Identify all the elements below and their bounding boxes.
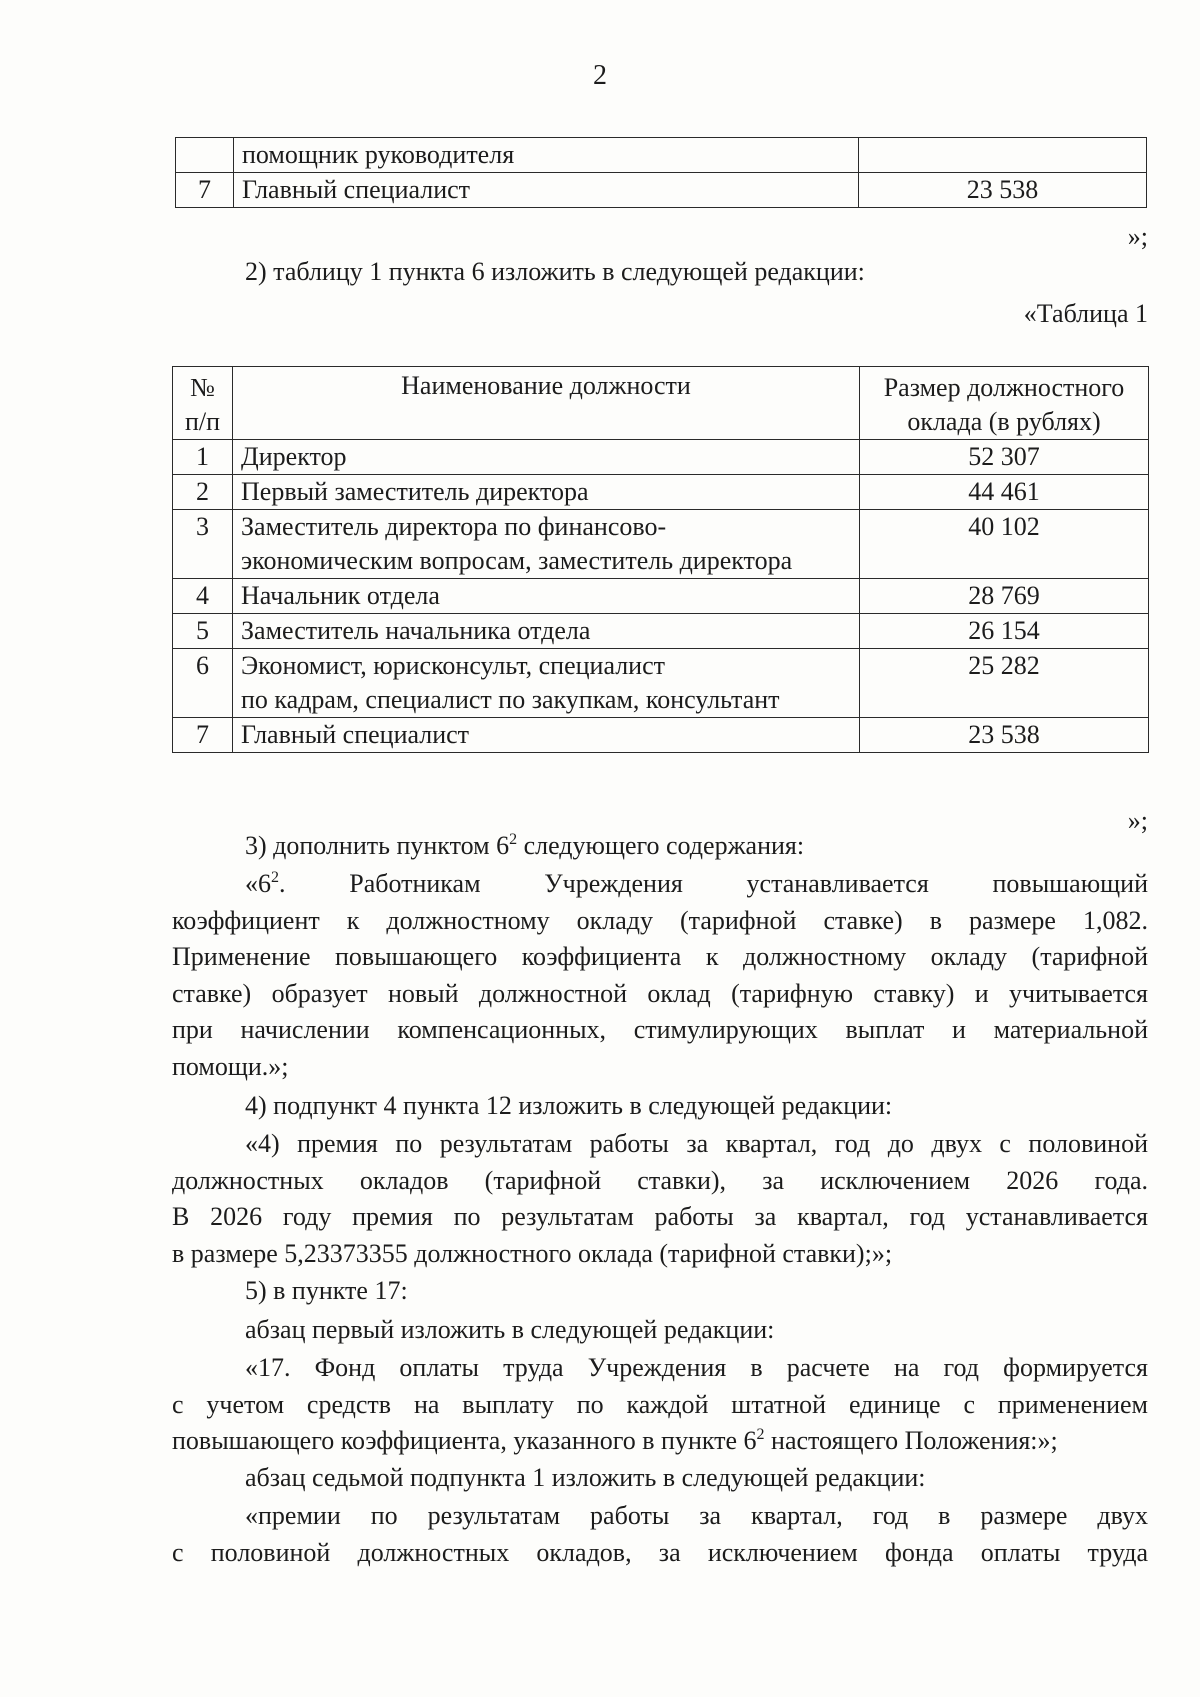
salary-value: 23 538 bbox=[859, 173, 1147, 208]
column-header-salary-sub: оклада (в рублях) bbox=[907, 407, 1101, 436]
position-title: Экономист, юрисконсульт, специалист bbox=[241, 651, 665, 680]
amendment-item-3: 3) дополнить пунктом $6^2$ следующего содержания: bbox=[245, 831, 805, 860]
table-header-row bbox=[173, 367, 1149, 440]
salary-value: 44 461 bbox=[860, 475, 1149, 510]
row-number: 4 bbox=[173, 579, 233, 614]
position-title: Директор bbox=[233, 440, 860, 475]
position-title-cont: экономическим вопросам, заместитель директора bbox=[241, 546, 793, 575]
position-title: помощник руководителя bbox=[234, 138, 859, 173]
table-row bbox=[173, 510, 1149, 579]
amendment-item-5-seventh-paragraph: абзац седьмой подпункта 1 изложить в следующей редакции: bbox=[245, 1463, 926, 1492]
row-number: 6 bbox=[173, 649, 233, 718]
row-number: 2 bbox=[173, 475, 233, 510]
table-row bbox=[173, 579, 1149, 614]
position-title-cont: по кадрам, специалист по закупкам, консультант bbox=[241, 685, 780, 714]
row-number: 5 bbox=[173, 614, 233, 649]
table-row bbox=[176, 138, 1147, 173]
position-title: Заместитель директора по финансово- bbox=[241, 512, 667, 541]
salary-table bbox=[172, 366, 1149, 753]
row-number: 7 bbox=[176, 173, 234, 208]
table-row bbox=[173, 614, 1149, 649]
amendment-item-5: 5) в пункте 17: bbox=[245, 1276, 408, 1305]
table-row bbox=[176, 173, 1147, 208]
column-header-position: Наименование должности bbox=[233, 367, 860, 440]
amendment-item-4: 4) подпункт 4 пункта 12 изложить в следующей редакции: bbox=[245, 1091, 893, 1120]
position-title: Начальник отдела bbox=[233, 579, 860, 614]
paragraph-6-2: «$6^2$. Работникам Учреждения устанавливается повышающий коэффициент к должностному окладу (тарифной ставке) в размере 1,082. Применение повышающего коэффициента к должностному окладу (тарифной ставке) образует новый должностной оклад (тарифную ставку) и учитывается при начислении компенсационных, стимулирующих выплат и материальной помощи.»; bbox=[172, 869, 1148, 1081]
column-header-salary: Размер должностного bbox=[883, 373, 1125, 402]
row-number: 1 bbox=[173, 440, 233, 475]
position-title: Главный специалист bbox=[233, 718, 860, 753]
salary-value: 26 154 bbox=[860, 614, 1149, 649]
salary-value: 25 282 bbox=[860, 649, 1149, 718]
closing-quote: »; bbox=[1127, 806, 1148, 835]
amendment-item-5-first-paragraph: абзац первый изложить в следующей редакции: bbox=[245, 1315, 775, 1344]
position-title: Первый заместитель директора bbox=[233, 475, 860, 510]
position-title: Заместитель начальника отдела bbox=[233, 614, 860, 649]
row-number bbox=[176, 138, 234, 173]
continued-salary-table bbox=[175, 137, 1147, 208]
table-caption: «Таблица 1 bbox=[1023, 299, 1148, 328]
table-row bbox=[173, 475, 1149, 510]
salary-value bbox=[859, 138, 1147, 173]
table-row bbox=[173, 649, 1149, 718]
salary-value: 52 307 bbox=[860, 440, 1149, 475]
amendment-item-2: 2) таблицу 1 пункта 6 изложить в следующей редакции: bbox=[245, 257, 865, 286]
salary-value: 23 538 bbox=[860, 718, 1149, 753]
table-row bbox=[173, 718, 1149, 753]
position-title: Главный специалист bbox=[234, 173, 859, 208]
page-number: 2 bbox=[593, 60, 607, 91]
table-row bbox=[173, 440, 1149, 475]
paragraph-4: «4) премия по результатам работы за квартал, год до двух с половиной должностных окладов (тарифной ставки), за исключением 2026 года. В 2026 году премия по результатам работы за квартал, год устанавливается в размере 5,23373355 должностного оклада (тарифной ставки);»; bbox=[172, 1129, 1148, 1268]
closing-quote: »; bbox=[1127, 222, 1148, 251]
column-header-number-sub: п/п bbox=[184, 407, 221, 436]
salary-value: 40 102 bbox=[860, 510, 1149, 579]
salary-value: 28 769 bbox=[860, 579, 1149, 614]
row-number: 7 bbox=[173, 718, 233, 753]
row-number: 3 bbox=[173, 510, 233, 579]
paragraph-premium: «премии по результатам работы за квартал, год в размере двух с половиной должностных окладов, за исключением фонда оплаты труда bbox=[172, 1501, 1148, 1567]
paragraph-17: «17. Фонд оплаты труда Учреждения в расчете на год формируется с учетом средств на выплату по каждой штатной единице с применением повышающего коэффициента, указанного в пункте $6^2$ настоящего Положения:»; bbox=[172, 1353, 1148, 1455]
column-header-number: № bbox=[190, 373, 215, 402]
